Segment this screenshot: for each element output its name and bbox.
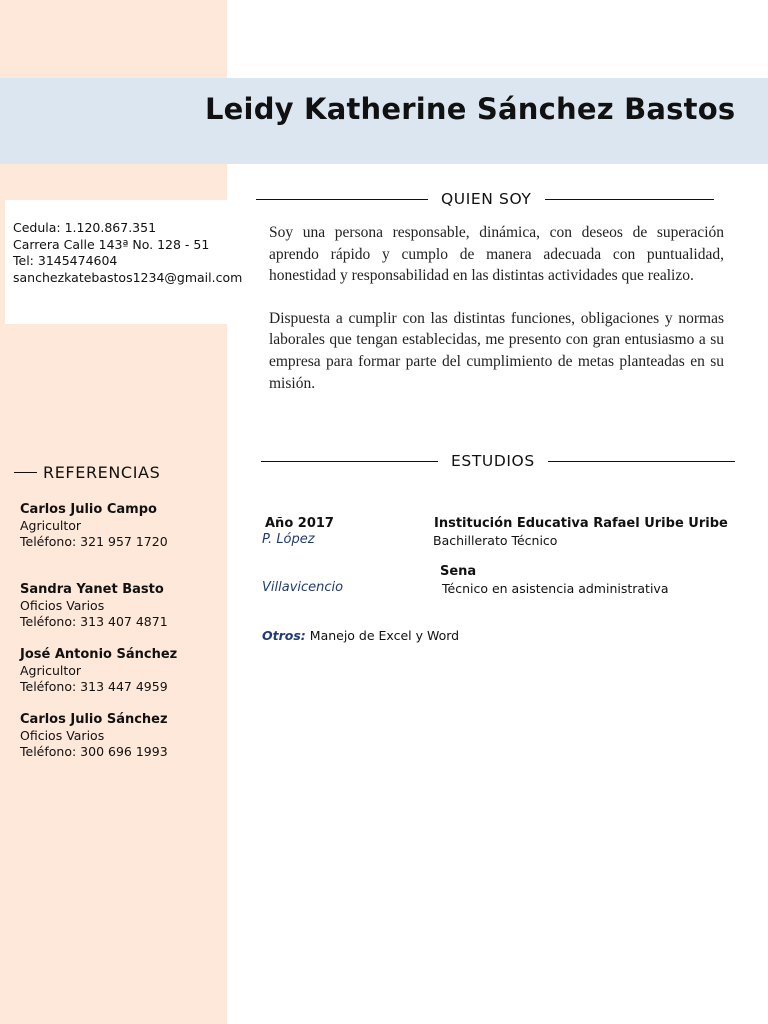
- reference-name: Carlos Julio Sánchez: [20, 712, 168, 727]
- study-year: Año 2017: [265, 516, 334, 531]
- study-place: Villavicencio: [262, 580, 344, 595]
- reference-job: Oficios Varios: [20, 728, 105, 743]
- reference-name: José Antonio Sánchez: [20, 647, 178, 662]
- about-paragraph: Dispuesta a cumplir con las distintas funciones, obligaciones y normas laborales que tengan establecidas, me presento con gran entusiasmo a su empresa para formar parte del cumplimiento de metas planteadas en su misión.: [269, 309, 724, 392]
- about-heading-label: QUIEN SOY: [441, 190, 532, 208]
- references-heading-label: REFERENCIAS: [43, 463, 161, 482]
- reference-phone: Teléfono: 313 447 4959: [20, 679, 168, 694]
- divider-line: [256, 199, 428, 200]
- reference-job: Agricultor: [20, 518, 82, 533]
- contact-phone: Tel: 3145474604: [13, 253, 118, 268]
- contact-address: Carrera Calle 143ª No. 128 - 51: [13, 236, 210, 252]
- reference-item: [20, 711, 168, 760]
- reference-phone: Teléfono: 313 407 4871: [20, 614, 168, 629]
- about-paragraph: Soy una persona responsable, dinámica, con deseos de superación aprendo rápido y cumplo de manera adecuada con puntualidad, honestidad y responsabilidad en las distintas actividades que realizo.: [269, 224, 724, 285]
- study-place: P. López: [262, 532, 315, 547]
- reference-item: [20, 646, 177, 695]
- study-institution: Institución Educativa Rafael Uribe Uribe: [434, 516, 728, 531]
- references-heading: [14, 463, 160, 482]
- reference-job: Oficios Varios: [20, 598, 105, 613]
- divider-line: [545, 199, 714, 200]
- contact-email: sanchezkatebastos1234@gmail.com: [13, 269, 243, 285]
- studies-heading: [261, 452, 735, 470]
- reference-name: Sandra Yanet Basto: [20, 582, 164, 597]
- studies-heading-label: ESTUDIOS: [451, 452, 535, 470]
- page-title: Leidy Katherine Sánchez Bastos: [205, 92, 736, 126]
- reference-name: Carlos Julio Campo: [20, 502, 157, 517]
- others-line: [262, 628, 459, 643]
- reference-phone: Teléfono: 321 957 1720: [20, 534, 168, 549]
- about-section: [269, 222, 724, 415]
- contact-info: [5, 200, 255, 324]
- reference-job: Agricultor: [20, 663, 82, 678]
- study-title: Técnico en asistencia administrativa: [442, 581, 669, 596]
- study-institution: Sena: [440, 564, 477, 579]
- others-value: Manejo de Excel y Word: [309, 628, 460, 643]
- reference-item: [20, 501, 168, 550]
- about-heading: [256, 190, 714, 208]
- divider-line: [548, 461, 735, 462]
- contact-cedula: Cedula: 1.120.867.351: [13, 220, 157, 235]
- others-label: Otros:: [262, 628, 306, 643]
- divider-line: [14, 472, 37, 473]
- study-title: Bachillerato Técnico: [433, 533, 558, 548]
- divider-line: [261, 461, 438, 462]
- reference-item: [20, 581, 168, 630]
- reference-phone: Teléfono: 300 696 1993: [20, 744, 168, 759]
